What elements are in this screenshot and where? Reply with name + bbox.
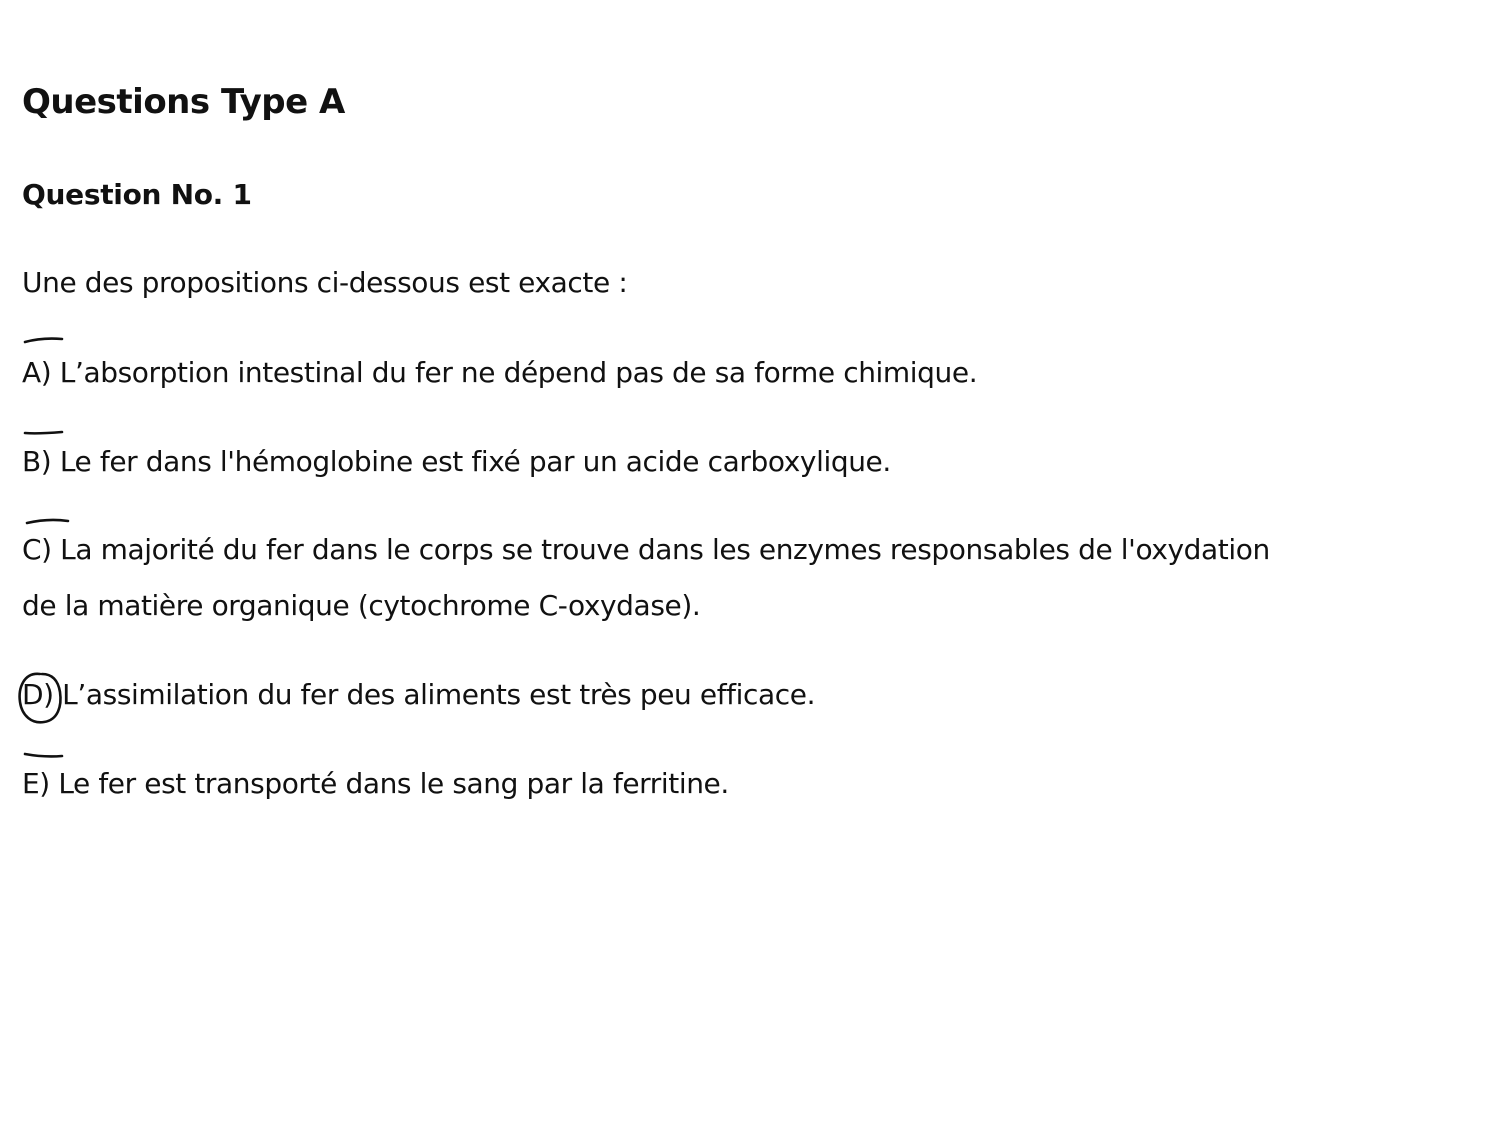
handwritten-dash-mark [22, 426, 66, 440]
handwritten-dash-mark [22, 334, 66, 348]
option-c-text-line-2: de la matière organique (cytochrome C-oxydase). [22, 589, 701, 622]
option-a [22, 353, 1482, 409]
option-e-text: E) Le fer est transporté dans le sang par la ferritine. [22, 767, 729, 800]
handwritten-dash-mark [22, 514, 72, 528]
option-c [22, 530, 1482, 642]
option-c-text-line-1: C) La majorité du fer dans le corps se trouve dans les enzymes responsables de l'oxydation [22, 533, 1270, 566]
option-d-text: D) L’assimilation du fer des aliments est très peu efficace. [22, 678, 816, 711]
option-b [22, 442, 1482, 498]
option-b-text: B) Le fer dans l'hémoglobine est fixé par un acide carboxylique. [22, 445, 891, 478]
option-d [22, 675, 1482, 731]
question-prompt: Une des propositions ci-dessous est exacte : [22, 266, 628, 299]
option-e [22, 764, 1482, 820]
handwritten-dash-mark [22, 748, 66, 762]
option-a-text: A) L’absorption intestinal du fer ne dépend pas de sa forme chimique. [22, 356, 978, 389]
question-label: Question No. 1 [22, 178, 252, 211]
page-title: Questions Type A [22, 82, 345, 122]
